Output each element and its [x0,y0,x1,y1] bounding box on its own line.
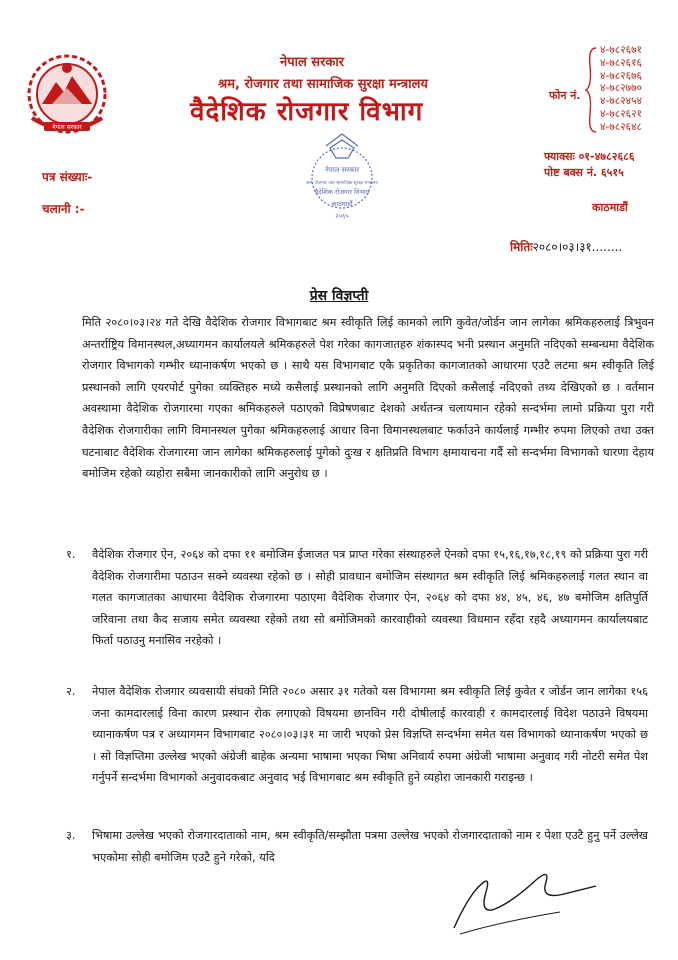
phone-list [600,44,642,134]
letter-date [510,238,622,255]
phone-number: ४-७८२६७१ [600,44,643,56]
phone-label: फोन नं. [549,89,581,102]
signature [440,852,600,942]
brace-icon [584,46,598,134]
item-number: ३. [66,829,76,842]
fax-number: फ्याक्सः ०१-४७८२६८६ [544,150,635,163]
stamp-line: वैदेशिक रोजगार विभाग [314,188,370,196]
emblem-text: नेपाल सरकार [52,124,82,131]
stamp-line: नेपाल सरकार [324,166,360,174]
phone-number: ४-७८२६२१ [600,107,643,120]
intro-paragraph: मिति २०८०।०३।२४ गते देखि वैदेशिक रोजगार विभागबाट श्रम स्वीकृति लिई कामको लागि कुवेत/जोर्डन जान लागेका श्रमिकहरुलाई त्रिभुवन अन्तर्राष्ट्रिय विमानस्थल,अध्यागमन कार्यालयले श्रमिकहरुले पेश गरेका कागजातहरु शंकास्पद भनी प्रस्थान अनुमति नदिएको सम्बन्धमा वैदेशिक रोजगार विभागको गम्भीर ध्यानाकर्षण भएको छ । साथै यस विभागबाट एकै प्रकृतिका कागजातको आधारमा एउटै लटमा श्रम स्वीकृति लिई प्रस्थानको लागि एयरपोर्ट पुगेका व्यक्तिहरु मध्ये कसैलाई प्रस्थानको लागि अनुमति दिएको कसैलाई नदिएको तथ्य देखिएको छ । वर्तमान अवस्थामा वैदेशिक रोजगारमा गएका श्रमिकहरुले पठाएको विप्रेषणबाट देशको अर्थतन्त्र चलायमान रहेको सन्दर्भमा लामो प्रक्रिया पुरा गरी वैदेशिक रोजगारीका लागि विमानस्थल पुगेका श्रमिकहरुलाई आधार विना विमानस्थलबाट फर्काउने कार्यलाई गम्भीर रुपमा लिएको तथा उक्त घटनाबाट वैदेशिक रोजगारमा जान लागेका श्रमिकहरुलाई पुगेको दुःख र क्षतिप्रति विभाग क्षमायाचना गर्दै सो सन्दर्भमा विभागको धारणा देहाय बमोजिम रहेको व्यहोरा सबैमा जानकारीको लागि अनुरोध छ । [82,316,654,481]
date-value: २०८०।०३।३१ [532,240,592,254]
phone-number: ४-७८२६४८ [600,120,643,133]
item-text: वैदेशिक रोजगार ऐन, २०६४ को दफा ११ बमोजिम ईजाजत पत्र प्राप्त गरेका संस्थाहरुले ऐनको दफा १५,१६,१७,१८,१९ को प्रक्रिया पुरा गरी वैदेशिक रोजगारीमा पठाउन सक्ने व्यवस्था रहेको छ । सोही प्रावधान बमोजिम संस्थागत श्रम स्वीकृति लिई श्रमिकहरुलाई गलत स्थान वा गलत कागजातका आधारमा वैदेशिक रोजगारमा पठाएमा वैदेशिक रोजगार ऐन, २०६४ को दफा ४४, ४५, ४६, ४७ बमोजिम क्षतिपुर्ति जरिवाना तथा कैद सजाय समेत व्यवस्था रहेको तथा सो बमोजिमको कारवाहीको व्यवस्था विधमान रहँदा रहदै अध्यागमन कार्यालयबाट फिर्ता पठाउनु मनासिव नरहेको । [92,548,649,648]
date-label: मितिः [510,240,533,254]
item-number: १. [66,548,76,561]
official-stamp [296,132,388,240]
dispatch-number-label: चलानी :- [42,202,85,216]
item-text: नेपाल वैदेशिक रोजगार व्यवसायी संघको मिति २०८० असार ३१ गतेको यस विभागमा श्रम स्वीकृति लिई कुवेत र जोर्डन जान लागेका १५६ जना कामदारलाई विना कारण प्रस्थान रोक लगाएको विषयमा छानविन गरी दोषीलाई कारवाही र कामदारलाई विदेश पठाउने विषयमा ध्यानाकर्षण पत्र र अध्यागमन विभागबाट २०८०।०३।३१ मा जारी भएको प्रेस विज्ञप्ति सन्दर्भमा समेत यस विभागको ध्यानाकर्षण भएको छ । सो विज्ञप्तिमा उल्लेख भएको अंग्रेजी बाहेक अन्यमा भाषामा भएका भिषा अनिवार्य रुपमा अंग्रेजी भाषामा अनुवाद गरी नोटरी समेत पेश गर्नुपर्ने सन्दर्भमा विभागको अनुवादकबाट अनुवाद भई विभागबाट श्रम स्वीकृति हुने व्यहोरा जानकारी गराइन्छ । [92,685,648,785]
numbered-item [66,544,649,652]
location: काठमाडौं [592,201,628,214]
phone-number: ४-७८२६७६ [600,69,643,82]
phone-number: ४-७८२७७० [600,82,643,95]
stamp-line: २०६५ [335,212,349,220]
department-name: वैदेशिक रोजगार विभाग [190,97,424,127]
phone-number: ४-७८२६१६ [600,56,643,69]
press-release-title: प्रेस विज्ञप्ती [309,288,369,304]
ministry-name: श्रम, रोजगार तथा सामाजिक सुरक्षा मन्त्रालय [218,77,428,92]
stamp-line: काठमाडौं [331,200,353,208]
stamp-line: श्रम, रोजगार तथा सामाजिक सुरक्षा मन्त्रालय [306,181,378,186]
phone-number: ४-७८२४५४ [600,95,643,108]
government-name: नेपाल सरकार [280,55,345,70]
item-number: २. [66,685,76,698]
reference-number-label: पत्र संख्याः- [42,170,93,184]
date-dots: ........ [591,240,623,254]
po-box: पोष्ट बक्स नं. ६५१५ [544,166,624,179]
nepal-emblem-icon [22,48,112,138]
numbered-item [66,681,648,789]
item-text: भिषामा उल्लेख भएको रोजगारदाताको नाम, श्रम स्वीकृति/सम्झौता पत्रमा उल्लेख भएको रोजगारदाताको नाम र पेशा एउटै हुनु पर्ने उल्लेख भएकोमा सोही बमोजिम एउटै हुने गरेको, यदि [92,829,648,864]
